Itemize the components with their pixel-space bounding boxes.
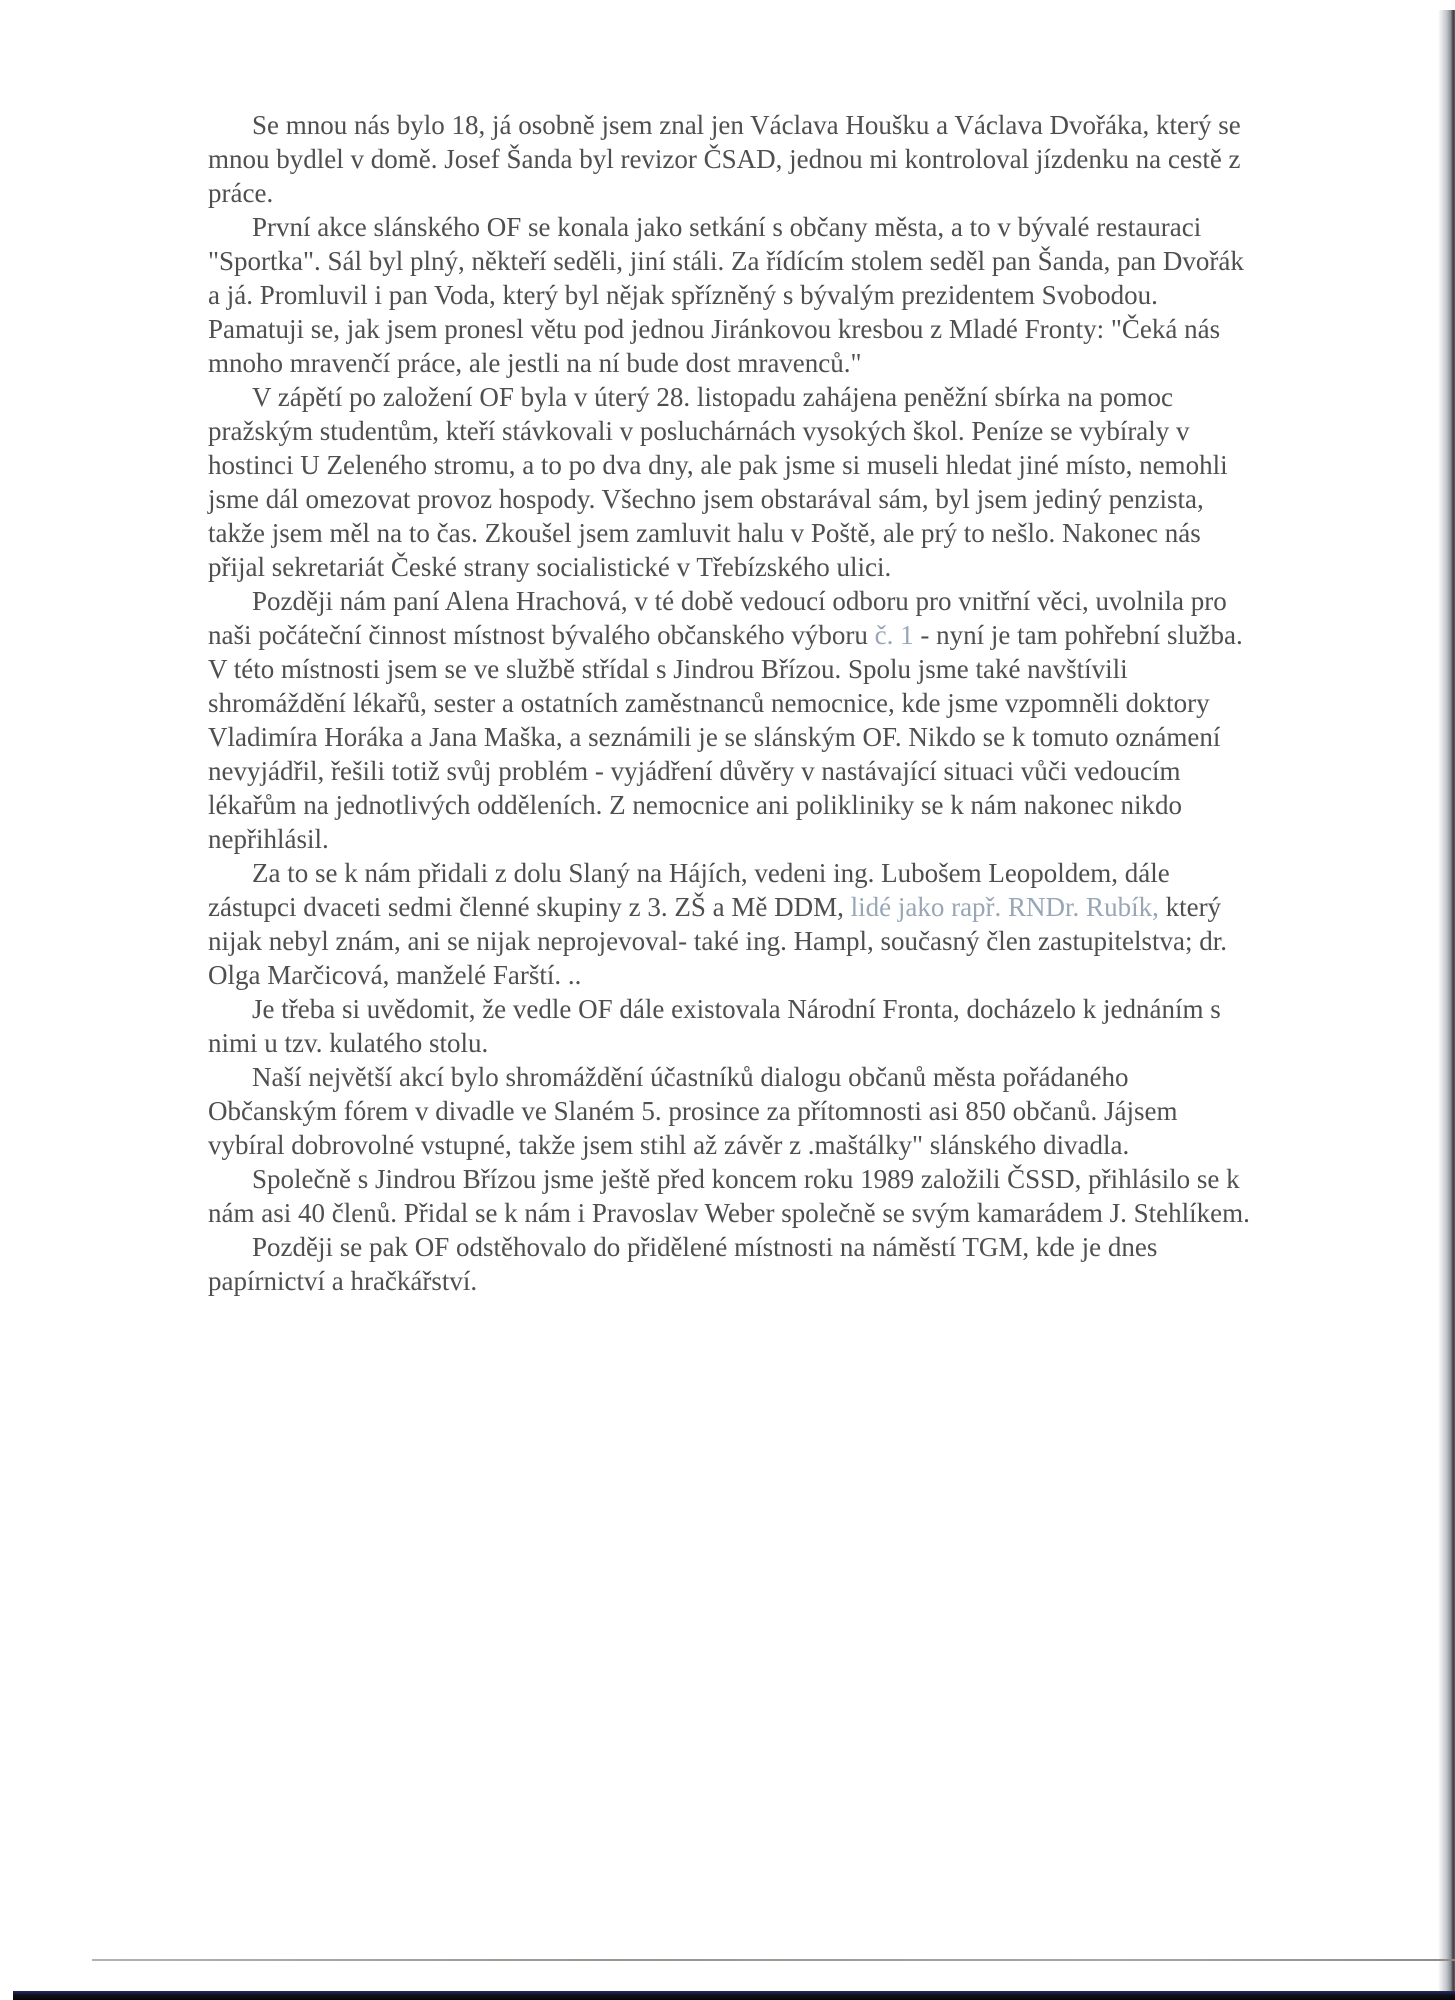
scan-bottom-bar [13,1991,1455,2000]
faded-paragraph-text: lidé jako rapř. RNDr. Rubík, [850,892,1159,922]
paragraph [208,380,1250,584]
scan-edge-shadow [1438,10,1455,2000]
paragraph [208,992,1250,1060]
paragraph-text: Naší největší akcí bylo shromáždění účastníků dialogu občanů města pořádaného Občanským fórem v divadle ve Slaném 5. prosince za přítomnosti asi 850 občanů. Jájsem vybíral dobrovolné vstupné, takže jsem stihl až závěr z .maštálky" slánského divadla. [208,1062,1178,1160]
paragraph-text: Je třeba si uvědomit, že vedle OF dále existovala Národní Fronta, docházelo k jednáním s nimi u tzv. kulatého stolu. [208,994,1221,1058]
paragraph [208,1230,1250,1298]
paragraph-text: V zápětí po založení OF byla v úterý 28. listopadu zahájena peněžní sbírka na pomoc pražským studentům, kteří stávkovali v posluchárnách vysokých škol. Peníze se vybíraly v hostinci U Zeleného stromu, a to po dva dny, ale pak jsme si museli hledat jiné místo, nemohli jsme dál omezovat provoz hospody. Všechno jsem obstarával sám, byl jsem jediný penzista, takže jsem měl na to čas. Zkoušel jsem zamluvit halu v Poště, ale prý to nešlo. Nakonec nás přijal sekretariát České strany socialistické v Třebízského ulici. [208,382,1228,582]
paragraph-text: Později se pak OF odstěhovalo do přidělené místnosti na náměstí TGM, kde je dnes papírnictví a hračkářství. [208,1232,1158,1296]
paragraph-text: První akce slánského OF se konala jako setkání s občany města, a to v bývalé restauraci "Sportka". Sál byl plný, někteří seděli, jiní stáli. Za řídícím stolem seděl pan Šanda, pan Dvořák a já. Promluvil i pan Voda, který byl nějak spřízněný s bývalým prezidentem Svobodou. Pamatuji se, jak jsem pronesl větu pod jednou Jiránkovou kresbou z Mladé Fronty: "Čeká nás mnoho mravenčí práce, ale jestli na ní bude dost mravenců." [208,212,1244,378]
paragraph-text: Společně s Jindrou Břízou jsme ještě před koncem roku 1989 založili ČSSD, přihlásilo se k nám asi 40 členů. Přidal se k nám i Pravoslav Weber společně se svým kamarádem J. Stehlíkem. [208,1164,1250,1228]
paragraph [208,1162,1250,1230]
paragraph-text: Za to se k nám přidali z dolu Slaný na Hájích, vedeni ing. Lubošem Leopoldem, dále zástupci dvaceti sedmi členné skupiny z 3. ZŠ a Mě DDM, [208,858,1170,922]
paragraph [208,584,1250,856]
memoir-text-block [208,108,1250,1298]
faded-paragraph-text: č. 1 [874,620,914,650]
paragraph-text: Se mnou nás bylo 18, já osobně jsem znal jen Václava Houšku a Václava Dvořáka, který se mnou bydlel v domě. Josef Šanda byl revizor ČSAD, jednou mi kontroloval jízdenku na cestě z práce. [208,110,1241,208]
paragraph-text: který nijak nebyl znám, ani se nijak neprojevoval- také ing. Hampl, současný člen zastupitelstva; dr. Olga Marčicová, manželé Farští. .. [208,892,1227,990]
paragraph-text: - nyní je tam pohřební služba. V této místnosti jsem se ve službě střídal s Jindrou Břízou. Spolu jsme také navštívili shromáždění lékařů, sester a ostatních zaměstnanců nemocnice, kde jsme vzpomněli doktory Vladimíra Horáka a Jana Maška, a seznámili je se slánským OF. Nikdo se k tomuto oznámení nevyjádřil, řešili totiž svůj problém - vyjádření důvěry v nastávající situaci vůči vedoucím lékařům na jednotlivých odděleních. Z nemocnice ani polikliniky se k nám nakonec nikdo nepřihlásil. [208,620,1243,854]
paragraph [208,210,1250,380]
scan-rule-line [92,1959,1455,1961]
paragraph [208,108,1250,210]
paragraph-text: Později nám paní Alena Hrachová, v té době vedoucí odboru pro vnitřní věci, uvolnila pro naši počáteční činnost místnost bývalého občanského výboru [208,586,1227,650]
paragraph [208,856,1250,992]
paragraph [208,1060,1250,1162]
